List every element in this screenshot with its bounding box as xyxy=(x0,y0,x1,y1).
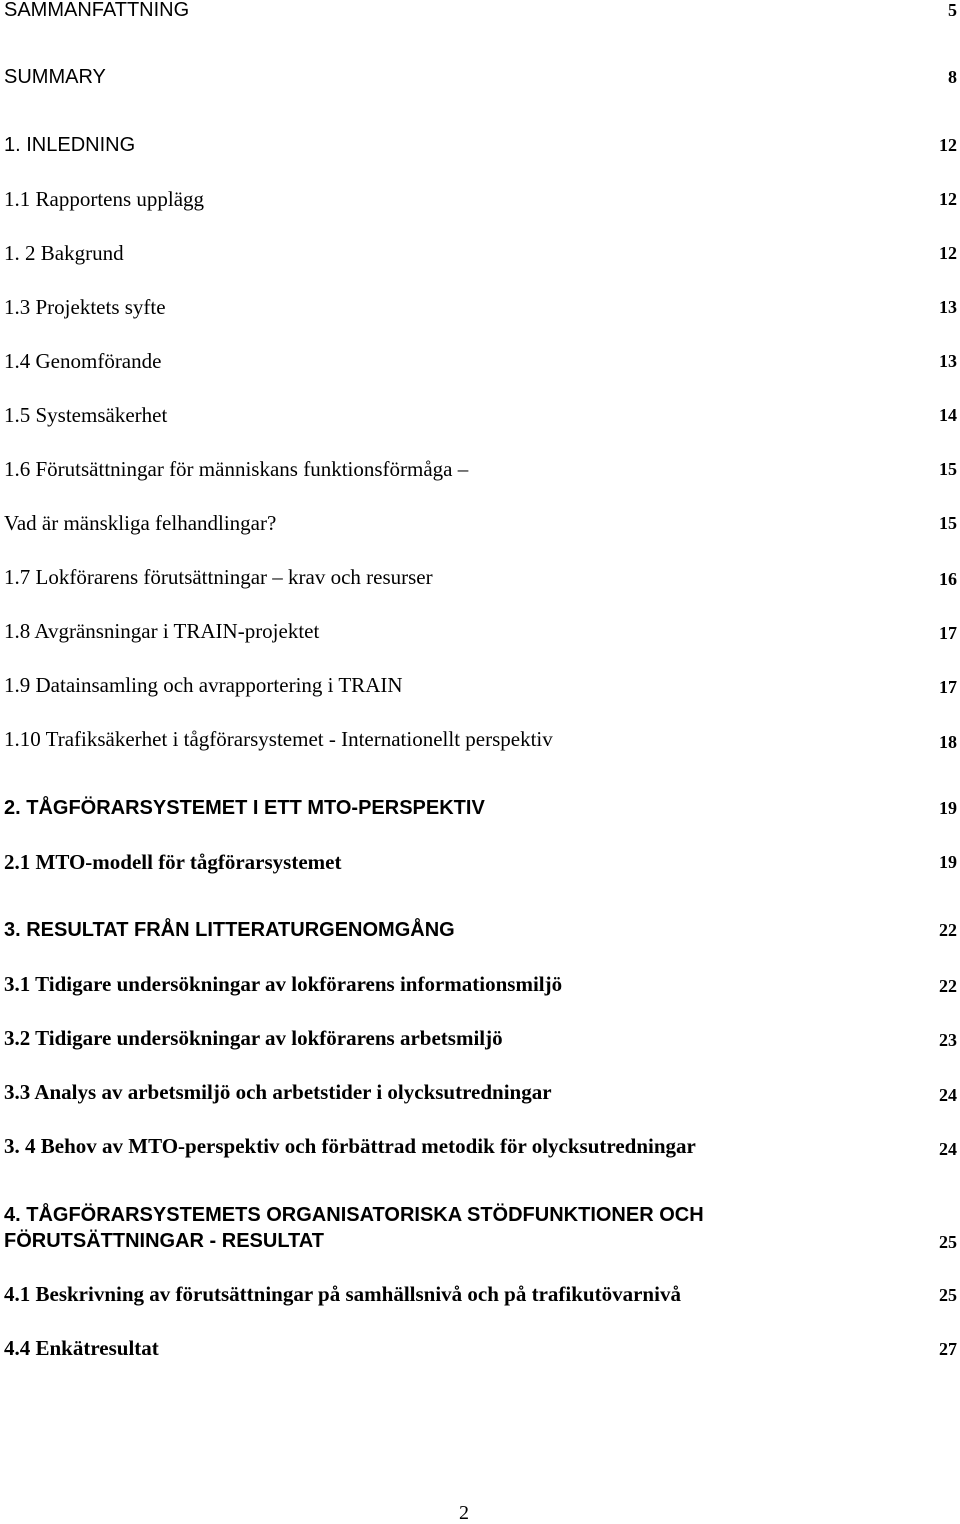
toc-entry-page: 12 xyxy=(939,189,957,209)
toc-entry-title: 1.1 Rapportens upplägg xyxy=(4,187,205,211)
toc-entry-page: 8 xyxy=(948,67,957,87)
toc-entry-page: 24 xyxy=(939,1139,957,1159)
toc-entry-page: 12 xyxy=(939,135,957,155)
toc-entry-title: 1.8 Avgränsningar i TRAIN-projektet xyxy=(4,619,320,643)
toc-entry-page: 24 xyxy=(939,1085,957,1105)
toc-entry-page: 14 xyxy=(939,405,957,425)
toc-entry-title: 1.6 Förutsättningar för människans funktionsförmåga – xyxy=(4,457,469,481)
toc-entry-title: 3.1 Tidigare undersökningar av lokförarens informationsmiljö xyxy=(4,972,563,996)
toc-entry-title-line-2: FÖRUTSÄTTNINGAR - RESULTAT xyxy=(4,1230,324,1252)
toc-entry-page: 18 xyxy=(939,732,957,752)
toc-entry-title: 2. TÅGFÖRARSYSTEMET I ETT MTO-PERSPEKTIV xyxy=(4,797,485,819)
toc-entry-title: SAMMANFATTNING xyxy=(4,0,190,21)
toc-entry-title: 1. 2 Bakgrund xyxy=(4,241,124,265)
toc-entry-title xyxy=(4,1203,704,1253)
toc-entry-page: 19 xyxy=(939,798,957,818)
toc-entry-page: 17 xyxy=(939,677,957,697)
toc-entry-title: 1.10 Trafiksäkerhet i tågförarsystemet - Internationellt perspektiv xyxy=(4,727,553,751)
toc-entry-title: 2.1 MTO-modell för tågförarsystemet xyxy=(4,850,342,874)
toc-entry-title: Vad är mänskliga felhandlingar? xyxy=(4,511,277,535)
toc-entry-title: 1.3 Projektets syfte xyxy=(4,295,166,319)
toc-entry-page: 5 xyxy=(948,0,957,20)
toc-entry-page: 25 xyxy=(939,1232,957,1252)
toc-entry-page: 23 xyxy=(939,1030,957,1050)
toc-entry-title: 3.2 Tidigare undersökningar av lokförarens arbetsmiljö xyxy=(4,1026,503,1050)
toc-entry-page: 15 xyxy=(939,513,957,533)
toc-entry-title-line-1: 4. TÅGFÖRARSYSTEMETS ORGANISATORISKA STÖDFUNKTIONER OCH xyxy=(4,1204,704,1226)
toc-entry-page: 13 xyxy=(939,297,957,317)
toc-entry-title: 1. INLEDNING xyxy=(4,134,136,156)
toc-entry-title: 1.5 Systemsäkerhet xyxy=(4,403,168,427)
toc-entry-title: 4.4 Enkätresultat xyxy=(4,1336,159,1360)
page-number: 2 xyxy=(459,1502,469,1524)
toc-entry-title: 3. 4 Behov av MTO-perspektiv och förbättrad metodik för olycksutredningar xyxy=(4,1134,696,1158)
toc-entry-page: 19 xyxy=(939,852,957,872)
toc-entry-page: 22 xyxy=(939,920,957,940)
toc-entry-page: 13 xyxy=(939,351,957,371)
toc-entry-page: 15 xyxy=(939,459,957,479)
toc-entry-title: SUMMARY xyxy=(4,66,106,88)
toc-entry-title: 4.1 Beskrivning av förutsättningar på samhällsnivå och på trafikutövarnivå xyxy=(4,1282,681,1306)
toc-entry-page: 27 xyxy=(939,1339,957,1359)
toc-entry-title: 1.4 Genomförande xyxy=(4,349,162,373)
toc-entry-page: 25 xyxy=(939,1285,957,1305)
toc-entry-title: 1.7 Lokförarens förutsättningar – krav och resurser xyxy=(4,565,433,589)
toc-entry-page: 12 xyxy=(939,243,957,263)
toc-entry-page: 17 xyxy=(939,623,957,643)
toc-entry-title: 3.3 Analys av arbetsmiljö och arbetstider i olycksutredningar xyxy=(4,1080,552,1104)
toc-entry-page: 16 xyxy=(939,569,957,589)
toc-entry-title: 1.9 Datainsamling och avrapportering i TRAIN xyxy=(4,673,403,697)
toc-entry-page: 22 xyxy=(939,976,957,996)
toc-entry-title: 3. RESULTAT FRÅN LITTERATURGENOMGÅNG xyxy=(4,919,455,941)
